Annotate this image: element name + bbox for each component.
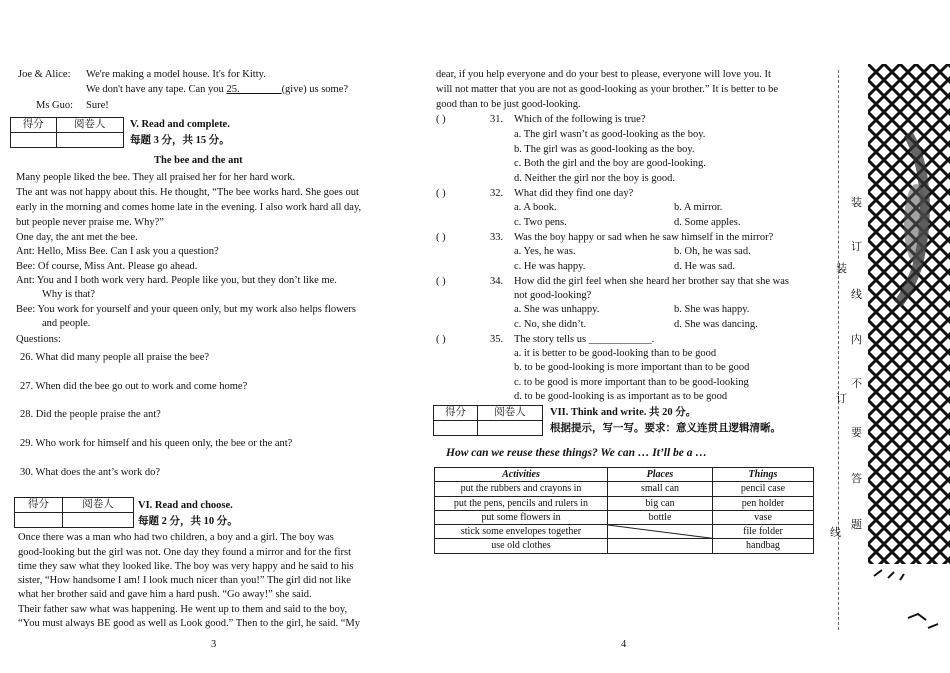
thing-cell: pen holder	[713, 496, 814, 510]
thing-cell: pencil case	[713, 482, 814, 496]
story-line: Bee: You work for yourself and your queen only, but my work also helps flowers	[16, 304, 356, 315]
story-title: The bee and the ant	[154, 155, 243, 166]
q31-option-b: b. The girl was as good-looking as the boy.	[514, 144, 695, 155]
binding-char: 线	[851, 289, 862, 301]
story-line: Ant: Hello, Miss Bee. Can I ask you a question?	[16, 246, 219, 257]
q32-option-a: a. A book.	[514, 202, 557, 213]
answer-paren-31[interactable]: ( )	[436, 114, 446, 125]
grader-label: 阅卷人	[63, 498, 134, 513]
q32-option-c: c. Two pens.	[514, 217, 567, 228]
story-line: early in the morning and comes home late in the evening. I also work hard all day,	[16, 202, 362, 213]
activity-cell: use old clothes	[435, 539, 608, 553]
q31-stem: Which of the following is true?	[514, 114, 646, 125]
q32-number: 32.	[490, 188, 504, 199]
scribble-marks	[868, 568, 950, 638]
section-7-hint: 根据提示，写一写。要求：意义连贯且逻辑清晰。	[550, 423, 781, 434]
q35-option-d: d. to be good-looking is as important as to be good	[514, 391, 728, 402]
passage-line: time they saw what they looked like. The boy was very happy and he said to his	[18, 561, 354, 572]
activity-cell: put the rubbers and crayons in	[435, 482, 608, 496]
answer-paren-34[interactable]: ( )	[436, 276, 446, 287]
q31-number: 31.	[490, 114, 504, 125]
score-box-6	[14, 497, 134, 528]
answer-paren-33[interactable]: ( )	[436, 232, 446, 243]
table-row	[435, 496, 814, 510]
binding-char: 题	[851, 519, 862, 531]
binding-char: 装	[836, 263, 847, 275]
dialogue-line-1: We're making a model house. It's for Kitty.	[86, 69, 266, 80]
binding-char: 线	[830, 527, 841, 539]
binding-char: 不	[851, 378, 862, 390]
q34-option-d: d. She was dancing.	[674, 319, 758, 330]
passage-cont-line: will not matter that you are not as good-looking as your brother.” It is better to be	[436, 84, 779, 95]
grader-label: 阅卷人	[478, 406, 543, 421]
q33-option-b: b. Oh, he was sad.	[674, 246, 751, 257]
header-places: Places	[608, 468, 713, 482]
story-line: Bee: Of course, Miss Ant. Please go ahead.	[16, 261, 198, 272]
dialogue-line-2: We don't have any tape. Can you 25.________(give) us some?	[86, 84, 349, 95]
score-label: 得分	[11, 118, 57, 133]
thing-cell: vase	[713, 510, 814, 524]
grader-cell[interactable]	[63, 513, 134, 528]
story-line: One day, the ant met the bee.	[16, 232, 138, 243]
thing-cell: handbag	[713, 539, 814, 553]
q35-number: 35.	[490, 334, 504, 345]
blank-25[interactable]: 25.________	[226, 84, 282, 95]
q32-option-b: b. A mirror.	[674, 202, 723, 213]
place-cell-empty	[608, 525, 713, 539]
table-row	[435, 482, 814, 496]
q33-number: 33.	[490, 232, 504, 243]
page-number: 4	[621, 639, 627, 650]
story-line: Why is that?	[42, 289, 96, 300]
activity-cell: put some flowers in	[435, 510, 608, 524]
score-cell[interactable]	[11, 133, 57, 148]
score-label: 得分	[434, 406, 478, 421]
passage-line: Their father saw what was happening. He went up to them and said to the boy,	[18, 604, 348, 615]
q35-option-b: b. to be good-looking is more important than to be good	[514, 362, 750, 373]
questions-label: Questions:	[16, 334, 61, 345]
reuse-table	[434, 467, 814, 554]
q35-option-a: a. it is better to be good-looking than to be good	[514, 348, 717, 359]
page-number: 3	[211, 639, 217, 650]
section-6-points: 每题 2 分，共 10 分。	[138, 516, 238, 527]
thing-cell: file folder	[713, 525, 814, 539]
story-line: and people.	[42, 318, 91, 329]
passage-line: sister, “How handsome I am! I look much nicer than you!” The girl did not like	[18, 575, 351, 586]
section-5-points: 每题 3 分，共 15 分。	[130, 135, 230, 146]
q33-option-c: c. He was happy.	[514, 261, 586, 272]
binding-char: 要	[851, 427, 862, 439]
ms-guo-line: Sure!	[86, 100, 109, 111]
answer-paren-35[interactable]: ( )	[436, 334, 446, 345]
crosshatch-decoration	[868, 64, 950, 564]
passage-line: Once there was a man who had two children, a boy and a girl. The boy was	[18, 532, 334, 543]
place-cell: bottle	[608, 510, 713, 524]
place-cell: big can	[608, 496, 713, 510]
q33-option-a: a. Yes, he was.	[514, 246, 576, 257]
passage-cont-line: good than to be just good-looking.	[436, 99, 581, 110]
passage-cont-line: dear, if you help everyone and do your best to please, everyone will love you. It	[436, 69, 771, 80]
grader-cell[interactable]	[478, 421, 543, 436]
grader-cell[interactable]	[56, 133, 123, 148]
binding-char: 答	[851, 473, 862, 485]
table-row	[435, 510, 814, 524]
score-label: 得分	[15, 498, 63, 513]
passage-line: good-looking but the girl was not. One day they found a mirror and for the first	[18, 547, 352, 558]
q35-option-c: c. to be good is more important than to be good-looking	[514, 377, 749, 388]
question-29: 29. Who work for himself and his queen only, the bee or the ant?	[20, 438, 293, 449]
q33-stem: Was the boy happy or sad when he saw himself in the mirror?	[514, 232, 774, 243]
section-5-title: V. Read and complete.	[130, 119, 230, 130]
ms-guo-label: Ms Guo:	[36, 100, 74, 111]
binding-char: 内	[851, 334, 862, 346]
q33-option-d: d. He was sad.	[674, 261, 735, 272]
q34-option-b: b. She was happy.	[674, 304, 750, 315]
q31-option-a: a. The girl wasn’t as good-looking as the boy.	[514, 129, 706, 140]
score-cell[interactable]	[434, 421, 478, 436]
story-line: Many people liked the bee. They all praised her for her hard work.	[16, 172, 296, 183]
section-6-title: VI. Read and choose.	[138, 500, 233, 511]
question-27: 27. When did the bee go out to work and come home?	[20, 381, 248, 392]
table-row	[435, 525, 814, 539]
binding-char: 订	[851, 241, 862, 253]
score-box-7	[433, 405, 543, 436]
binding-dashed-line	[838, 70, 839, 630]
binding-char: 订	[836, 393, 847, 405]
answer-paren-32[interactable]: ( )	[436, 188, 446, 199]
question-28: 28. Did the people praise the ant?	[20, 409, 161, 420]
diagonal-line	[608, 525, 712, 538]
place-cell-empty	[608, 539, 713, 553]
story-line: Ant: You and I both work very hard. People like you, but they don’t like me.	[16, 275, 337, 286]
q31-option-d: d. Neither the girl nor the boy is good.	[514, 173, 675, 184]
joe-alice-label: Joe & Alice:	[18, 69, 71, 80]
q34-option-a: a. She was unhappy.	[514, 304, 600, 315]
writing-prompt: How can we reuse these things? We can … It’ll be a …	[446, 447, 707, 459]
section-7-title: VII. Think and write. 共 20 分。	[550, 407, 697, 418]
question-26: 26. What did many people all praise the bee?	[20, 352, 210, 363]
q34-stem: How did the girl feel when she heard her brother say that she was	[514, 276, 789, 287]
header-activities: Activities	[435, 468, 608, 482]
table-row	[435, 539, 814, 553]
q35-stem: The story tells us ____________.	[514, 334, 655, 345]
grader-label: 阅卷人	[56, 118, 123, 133]
passage-line: what her brother said and gave him a hard push. “Go away!” she said.	[18, 589, 312, 600]
q32-stem: What did they find one day?	[514, 188, 634, 199]
story-line: The ant was not happy about this. He thought, “The bee works hard. She goes out	[16, 187, 359, 198]
activity-cell: stick some envelopes together	[435, 525, 608, 539]
header-things: Things	[713, 468, 814, 482]
q34-number: 34.	[490, 276, 504, 287]
score-cell[interactable]	[15, 513, 63, 528]
q34-stem-cont: not good-looking?	[514, 290, 592, 301]
q34-option-c: c. No, she didn’t.	[514, 319, 587, 330]
place-cell: small can	[608, 482, 713, 496]
activity-cell: put the pens, pencils and rulers in	[435, 496, 608, 510]
q32-option-d: d. Some apples.	[674, 217, 741, 228]
score-box-5	[10, 117, 124, 148]
table-header-row	[435, 468, 814, 482]
binding-char: 装	[851, 197, 862, 209]
q31-option-c: c. Both the girl and the boy are good-looking.	[514, 158, 706, 169]
story-line: but people never praise me. Why?”	[16, 217, 164, 228]
passage-line: “You must always BE good as well as Look good.” Then to the girl, he said. “My	[18, 618, 360, 629]
question-30: 30. What does the ant’s work do?	[20, 467, 161, 478]
